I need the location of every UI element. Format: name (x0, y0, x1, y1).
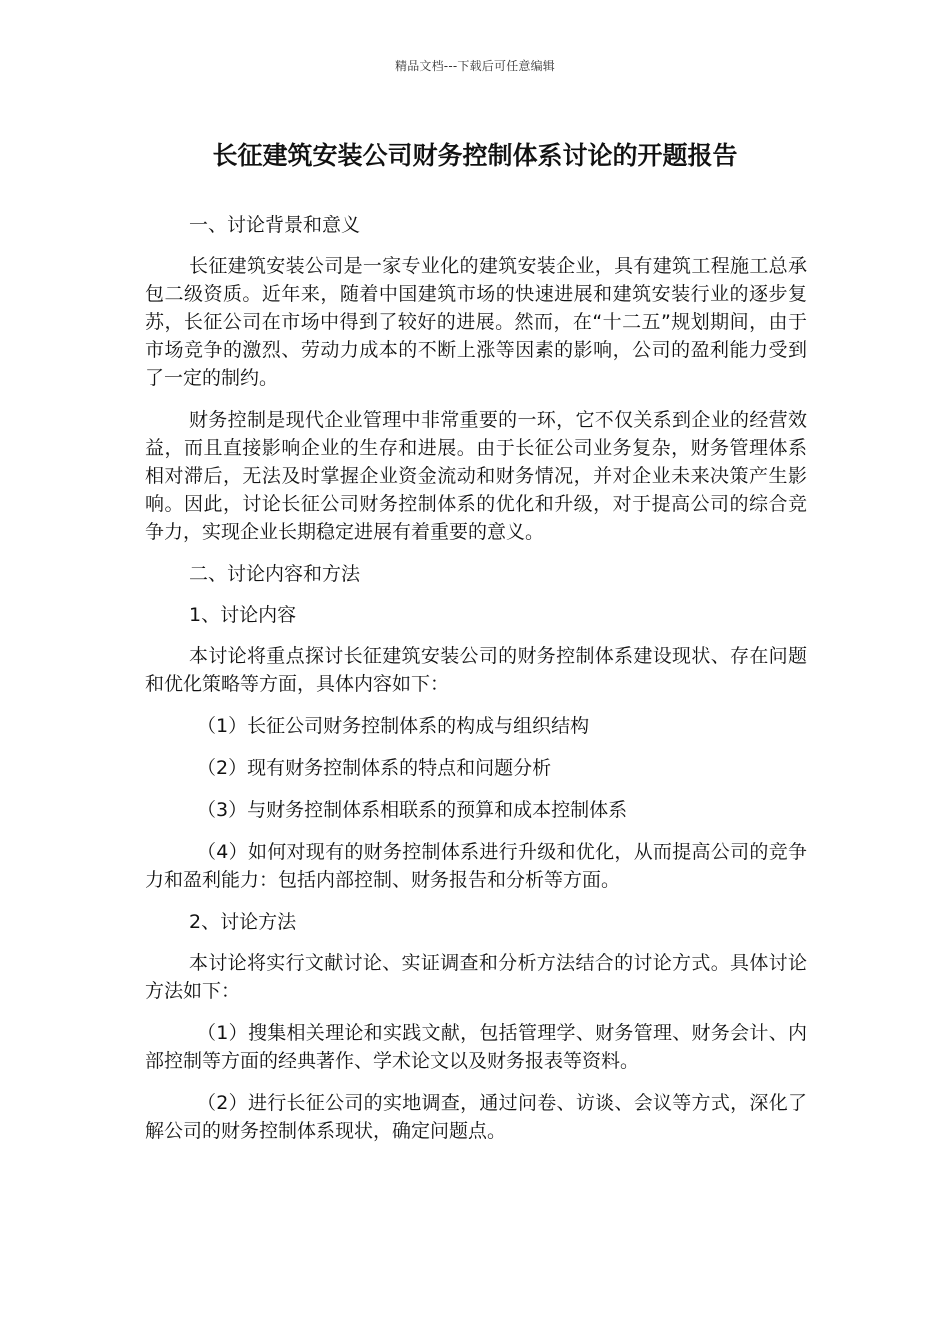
list-item-content-2: （2）现有财务控制体系的特点和问题分析 (197, 757, 552, 779)
list-item-method-1: （1）搜集相关理论和实践文献，包括管理学、财务管理、财务会计、内部控制等方面的经典著作、学术论文以及财务报表等资料。 (145, 1022, 807, 1072)
paragraph-company-intro: 长征建筑安装公司是一家专业化的建筑安装企业，具有建筑工程施工总承包二级资质。近年来，随着中国建筑市场的快速进展和建筑安装行业的逐步复苏，长征公司在市场中得到了较好的进展。然而，在“十二五”规划期间，由于市场竞争的激烈、劳动力成本的不断上涨等因素的影响，公司的盈利能力受到了一定的制约。 (145, 255, 807, 389)
page-title: 长征建筑安装公司财务控制体系讨论的开题报告 (212, 141, 738, 170)
list-item-content-1: （1）长征公司财务控制体系的构成与组织结构 (197, 715, 590, 737)
section-heading-content-methods: 二、讨论内容和方法 (189, 563, 361, 585)
subsection-heading-methods: 2、讨论方法 (189, 911, 297, 933)
list-item-content-3: （3）与财务控制体系相联系的预算和成本控制体系 (197, 799, 628, 821)
list-item-method-2: （2）进行长征公司的实地调查，通过问卷、访谈、会议等方式，深化了解公司的财务控制体系现状，确定问题点。 (145, 1092, 807, 1142)
subsection-heading-content: 1、讨论内容 (189, 604, 297, 626)
section-heading-background: 一、讨论背景和意义 (189, 214, 361, 236)
document-body (145, 211, 807, 1159)
paragraph-financial-control-importance: 财务控制是现代企业管理中非常重要的一环，它不仅关系到企业的经营效益，而且直接影响企业的生存和进展。由于长征公司业务复杂，财务管理体系相对滞后，无法及时掌握企业资金流动和财务情况，并对企业未来决策产生影响。因此，讨论长征公司财务控制体系的优化和升级，对于提高公司的综合竞争力，实现企业长期稳定进展有着重要的意义。 (145, 409, 807, 543)
list-item-content-4: （4）如何对现有的财务控制体系进行升级和优化，从而提高公司的竞争力和盈利能力：包括内部控制、财务报告和分析等方面。 (145, 841, 807, 891)
header-note: 精品文档---下载后可任意编辑 (395, 59, 555, 73)
paragraph-methods-intro: 本讨论将实行文献讨论、实证调查和分析方法结合的讨论方式。具体讨论方法如下： (145, 952, 807, 1002)
paragraph-content-intro: 本讨论将重点探讨长征建筑安装公司的财务控制体系建设现状、存在问题和优化策略等方面，具体内容如下： (145, 645, 807, 695)
